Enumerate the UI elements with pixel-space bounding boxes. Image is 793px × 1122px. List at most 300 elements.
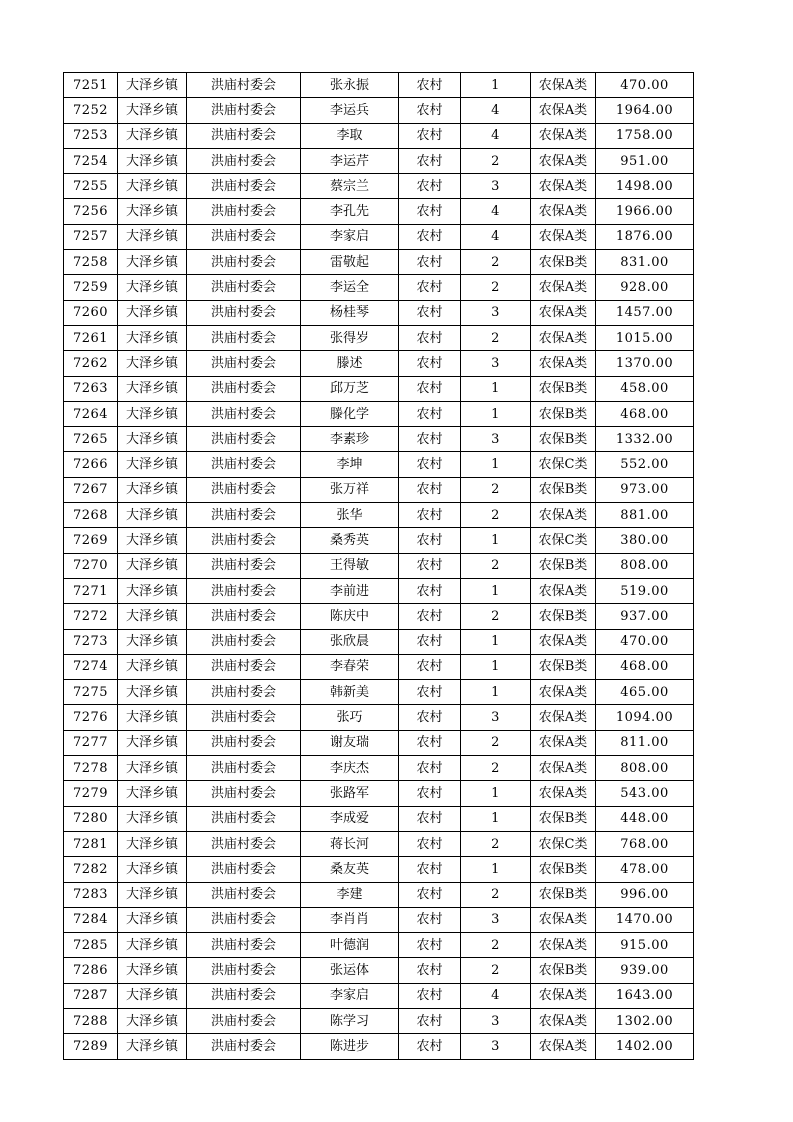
cell-count: 3 [461, 705, 531, 730]
cell-name: 桑秀英 [301, 528, 399, 553]
cell-village: 洪庙村委会 [187, 654, 301, 679]
table-row [64, 857, 694, 882]
cell-village: 洪庙村委会 [187, 806, 301, 831]
cell-town: 大泽乡镇 [118, 907, 187, 932]
cell-village: 洪庙村委会 [187, 756, 301, 781]
cell-name: 李素珍 [301, 427, 399, 452]
cell-id: 7255 [64, 174, 118, 199]
cell-village: 洪庙村委会 [187, 98, 301, 123]
cell-type: 农保B类 [531, 604, 596, 629]
table-row [64, 907, 694, 932]
table-row [64, 958, 694, 983]
cell-amount: 1015.00 [596, 325, 694, 350]
cell-category: 农村 [399, 654, 461, 679]
cell-category: 农村 [399, 1034, 461, 1059]
cell-name: 张巧 [301, 705, 399, 730]
cell-id: 7265 [64, 427, 118, 452]
cell-name: 张得岁 [301, 325, 399, 350]
table-row [64, 1008, 694, 1033]
cell-town: 大泽乡镇 [118, 98, 187, 123]
cell-village: 洪庙村委会 [187, 123, 301, 148]
cell-village: 洪庙村委会 [187, 275, 301, 300]
cell-type: 农保A类 [531, 325, 596, 350]
payment-table [63, 72, 694, 1060]
cell-name: 李肖肖 [301, 907, 399, 932]
cell-count: 2 [461, 831, 531, 856]
cell-count: 1 [461, 806, 531, 831]
cell-id: 7271 [64, 578, 118, 603]
cell-name: 李家启 [301, 224, 399, 249]
cell-id: 7288 [64, 1008, 118, 1033]
cell-name: 杨桂琴 [301, 300, 399, 325]
cell-name: 李家启 [301, 983, 399, 1008]
cell-amount: 1094.00 [596, 705, 694, 730]
table-row [64, 123, 694, 148]
cell-town: 大泽乡镇 [118, 477, 187, 502]
cell-count: 3 [461, 1034, 531, 1059]
cell-amount: 831.00 [596, 250, 694, 275]
cell-id: 7275 [64, 680, 118, 705]
cell-town: 大泽乡镇 [118, 882, 187, 907]
cell-name: 李前进 [301, 578, 399, 603]
cell-id: 7254 [64, 148, 118, 173]
cell-category: 农村 [399, 98, 461, 123]
table-row [64, 98, 694, 123]
cell-amount: 951.00 [596, 148, 694, 173]
cell-village: 洪庙村委会 [187, 1008, 301, 1033]
table-row [64, 250, 694, 275]
cell-name: 李取 [301, 123, 399, 148]
cell-name: 谢友瑞 [301, 730, 399, 755]
cell-category: 农村 [399, 983, 461, 1008]
cell-category: 农村 [399, 427, 461, 452]
cell-count: 1 [461, 857, 531, 882]
cell-id: 7261 [64, 325, 118, 350]
cell-town: 大泽乡镇 [118, 730, 187, 755]
table-row [64, 503, 694, 528]
cell-name: 李坤 [301, 452, 399, 477]
cell-village: 洪庙村委会 [187, 730, 301, 755]
cell-town: 大泽乡镇 [118, 199, 187, 224]
cell-category: 农村 [399, 73, 461, 98]
cell-village: 洪庙村委会 [187, 300, 301, 325]
cell-id: 7266 [64, 452, 118, 477]
cell-name: 陈庆中 [301, 604, 399, 629]
cell-id: 7273 [64, 629, 118, 654]
cell-town: 大泽乡镇 [118, 983, 187, 1008]
cell-type: 农保A类 [531, 756, 596, 781]
cell-category: 农村 [399, 452, 461, 477]
cell-amount: 808.00 [596, 553, 694, 578]
cell-category: 农村 [399, 578, 461, 603]
cell-count: 3 [461, 427, 531, 452]
cell-id: 7263 [64, 376, 118, 401]
cell-id: 7251 [64, 73, 118, 98]
cell-name: 滕化学 [301, 401, 399, 426]
cell-town: 大泽乡镇 [118, 401, 187, 426]
table-row [64, 604, 694, 629]
table-row [64, 376, 694, 401]
cell-name: 李运全 [301, 275, 399, 300]
table-row [64, 477, 694, 502]
cell-amount: 470.00 [596, 629, 694, 654]
cell-id: 7274 [64, 654, 118, 679]
cell-village: 洪庙村委会 [187, 174, 301, 199]
cell-id: 7262 [64, 351, 118, 376]
cell-count: 2 [461, 148, 531, 173]
table-row [64, 680, 694, 705]
cell-town: 大泽乡镇 [118, 958, 187, 983]
cell-village: 洪庙村委会 [187, 629, 301, 654]
cell-name: 张永振 [301, 73, 399, 98]
cell-amount: 937.00 [596, 604, 694, 629]
cell-name: 蔡宗兰 [301, 174, 399, 199]
cell-town: 大泽乡镇 [118, 578, 187, 603]
cell-type: 农保A类 [531, 123, 596, 148]
cell-id: 7268 [64, 503, 118, 528]
cell-type: 农保A类 [531, 199, 596, 224]
table-row [64, 629, 694, 654]
cell-amount: 470.00 [596, 73, 694, 98]
cell-id: 7260 [64, 300, 118, 325]
cell-category: 农村 [399, 933, 461, 958]
cell-town: 大泽乡镇 [118, 275, 187, 300]
cell-amount: 939.00 [596, 958, 694, 983]
cell-category: 农村 [399, 174, 461, 199]
cell-town: 大泽乡镇 [118, 1034, 187, 1059]
table-row [64, 174, 694, 199]
cell-village: 洪庙村委会 [187, 933, 301, 958]
cell-village: 洪庙村委会 [187, 477, 301, 502]
cell-name: 王得敏 [301, 553, 399, 578]
cell-village: 洪庙村委会 [187, 983, 301, 1008]
cell-count: 1 [461, 680, 531, 705]
table-row [64, 325, 694, 350]
cell-town: 大泽乡镇 [118, 654, 187, 679]
cell-amount: 811.00 [596, 730, 694, 755]
cell-category: 农村 [399, 148, 461, 173]
cell-category: 农村 [399, 756, 461, 781]
cell-type: 农保B类 [531, 250, 596, 275]
cell-name: 桑友英 [301, 857, 399, 882]
cell-type: 农保A类 [531, 933, 596, 958]
cell-village: 洪庙村委会 [187, 680, 301, 705]
cell-category: 农村 [399, 705, 461, 730]
cell-amount: 1302.00 [596, 1008, 694, 1033]
cell-count: 4 [461, 98, 531, 123]
cell-amount: 448.00 [596, 806, 694, 831]
cell-amount: 1332.00 [596, 427, 694, 452]
cell-type: 农保B类 [531, 376, 596, 401]
cell-name: 李孔先 [301, 199, 399, 224]
table-row [64, 578, 694, 603]
cell-count: 3 [461, 174, 531, 199]
cell-amount: 519.00 [596, 578, 694, 603]
cell-id: 7284 [64, 907, 118, 932]
cell-village: 洪庙村委会 [187, 376, 301, 401]
cell-name: 陈进步 [301, 1034, 399, 1059]
cell-village: 洪庙村委会 [187, 907, 301, 932]
cell-amount: 1966.00 [596, 199, 694, 224]
cell-village: 洪庙村委会 [187, 199, 301, 224]
cell-town: 大泽乡镇 [118, 325, 187, 350]
cell-type: 农保A类 [531, 174, 596, 199]
cell-village: 洪庙村委会 [187, 401, 301, 426]
cell-town: 大泽乡镇 [118, 553, 187, 578]
table-row [64, 73, 694, 98]
cell-name: 邱万芝 [301, 376, 399, 401]
table-body [64, 73, 694, 1060]
cell-category: 农村 [399, 730, 461, 755]
cell-type: 农保A类 [531, 983, 596, 1008]
cell-type: 农保B类 [531, 958, 596, 983]
table-row [64, 199, 694, 224]
cell-town: 大泽乡镇 [118, 376, 187, 401]
cell-type: 农保A类 [531, 705, 596, 730]
cell-count: 4 [461, 983, 531, 1008]
cell-count: 3 [461, 907, 531, 932]
cell-category: 农村 [399, 604, 461, 629]
cell-category: 农村 [399, 224, 461, 249]
cell-town: 大泽乡镇 [118, 452, 187, 477]
cell-amount: 881.00 [596, 503, 694, 528]
cell-type: 农保C类 [531, 831, 596, 856]
cell-id: 7286 [64, 958, 118, 983]
cell-type: 农保A类 [531, 351, 596, 376]
cell-count: 3 [461, 351, 531, 376]
cell-amount: 1457.00 [596, 300, 694, 325]
cell-id: 7276 [64, 705, 118, 730]
cell-category: 农村 [399, 958, 461, 983]
cell-type: 农保A类 [531, 578, 596, 603]
cell-amount: 552.00 [596, 452, 694, 477]
cell-town: 大泽乡镇 [118, 604, 187, 629]
cell-town: 大泽乡镇 [118, 427, 187, 452]
cell-name: 张华 [301, 503, 399, 528]
cell-type: 农保A类 [531, 73, 596, 98]
cell-id: 7264 [64, 401, 118, 426]
cell-amount: 465.00 [596, 680, 694, 705]
cell-id: 7257 [64, 224, 118, 249]
cell-category: 农村 [399, 250, 461, 275]
table-row [64, 781, 694, 806]
cell-type: 农保B类 [531, 857, 596, 882]
cell-count: 1 [461, 629, 531, 654]
table-row [64, 1034, 694, 1059]
cell-name: 蒋长河 [301, 831, 399, 856]
cell-amount: 1370.00 [596, 351, 694, 376]
cell-name: 张欣晨 [301, 629, 399, 654]
cell-type: 农保A类 [531, 1034, 596, 1059]
cell-town: 大泽乡镇 [118, 300, 187, 325]
cell-town: 大泽乡镇 [118, 123, 187, 148]
cell-amount: 928.00 [596, 275, 694, 300]
cell-category: 农村 [399, 300, 461, 325]
cell-name: 韩新美 [301, 680, 399, 705]
table-row [64, 882, 694, 907]
cell-category: 农村 [399, 1008, 461, 1033]
table-row [64, 148, 694, 173]
table-row [64, 528, 694, 553]
table-row [64, 452, 694, 477]
cell-village: 洪庙村委会 [187, 578, 301, 603]
cell-town: 大泽乡镇 [118, 629, 187, 654]
cell-town: 大泽乡镇 [118, 933, 187, 958]
cell-count: 2 [461, 933, 531, 958]
cell-count: 3 [461, 300, 531, 325]
cell-id: 7285 [64, 933, 118, 958]
cell-village: 洪庙村委会 [187, 781, 301, 806]
cell-town: 大泽乡镇 [118, 831, 187, 856]
cell-type: 农保A类 [531, 300, 596, 325]
cell-village: 洪庙村委会 [187, 882, 301, 907]
cell-village: 洪庙村委会 [187, 224, 301, 249]
table-row [64, 224, 694, 249]
cell-id: 7252 [64, 98, 118, 123]
cell-count: 1 [461, 452, 531, 477]
cell-town: 大泽乡镇 [118, 806, 187, 831]
cell-amount: 1964.00 [596, 98, 694, 123]
cell-id: 7279 [64, 781, 118, 806]
cell-count: 2 [461, 250, 531, 275]
cell-category: 农村 [399, 275, 461, 300]
cell-town: 大泽乡镇 [118, 528, 187, 553]
cell-amount: 380.00 [596, 528, 694, 553]
cell-id: 7253 [64, 123, 118, 148]
cell-town: 大泽乡镇 [118, 250, 187, 275]
cell-type: 农保B类 [531, 401, 596, 426]
cell-category: 农村 [399, 781, 461, 806]
table-row [64, 756, 694, 781]
cell-town: 大泽乡镇 [118, 148, 187, 173]
cell-type: 农保A类 [531, 98, 596, 123]
cell-type: 农保A类 [531, 275, 596, 300]
cell-name: 张路军 [301, 781, 399, 806]
cell-amount: 973.00 [596, 477, 694, 502]
cell-town: 大泽乡镇 [118, 781, 187, 806]
cell-town: 大泽乡镇 [118, 857, 187, 882]
table-row [64, 553, 694, 578]
cell-category: 农村 [399, 376, 461, 401]
cell-village: 洪庙村委会 [187, 427, 301, 452]
table-row [64, 401, 694, 426]
cell-id: 7287 [64, 983, 118, 1008]
cell-count: 1 [461, 401, 531, 426]
cell-village: 洪庙村委会 [187, 604, 301, 629]
cell-id: 7256 [64, 199, 118, 224]
cell-count: 1 [461, 781, 531, 806]
cell-name: 李春荣 [301, 654, 399, 679]
cell-village: 洪庙村委会 [187, 73, 301, 98]
cell-name: 滕述 [301, 351, 399, 376]
cell-amount: 543.00 [596, 781, 694, 806]
cell-name: 李成爱 [301, 806, 399, 831]
cell-type: 农保A类 [531, 730, 596, 755]
cell-category: 农村 [399, 123, 461, 148]
cell-count: 2 [461, 553, 531, 578]
cell-category: 农村 [399, 401, 461, 426]
cell-village: 洪庙村委会 [187, 1034, 301, 1059]
cell-amount: 1470.00 [596, 907, 694, 932]
cell-type: 农保B类 [531, 882, 596, 907]
cell-type: 农保B类 [531, 806, 596, 831]
cell-type: 农保B类 [531, 477, 596, 502]
cell-count: 1 [461, 528, 531, 553]
cell-amount: 468.00 [596, 654, 694, 679]
cell-amount: 1758.00 [596, 123, 694, 148]
cell-name: 叶德润 [301, 933, 399, 958]
cell-name: 李运兵 [301, 98, 399, 123]
cell-town: 大泽乡镇 [118, 1008, 187, 1033]
cell-category: 农村 [399, 806, 461, 831]
cell-name: 雷敬起 [301, 250, 399, 275]
cell-amount: 468.00 [596, 401, 694, 426]
cell-type: 农保C类 [531, 528, 596, 553]
cell-id: 7258 [64, 250, 118, 275]
cell-category: 农村 [399, 528, 461, 553]
cell-village: 洪庙村委会 [187, 958, 301, 983]
cell-town: 大泽乡镇 [118, 756, 187, 781]
cell-count: 2 [461, 275, 531, 300]
cell-village: 洪庙村委会 [187, 528, 301, 553]
cell-amount: 1498.00 [596, 174, 694, 199]
cell-village: 洪庙村委会 [187, 325, 301, 350]
cell-id: 7269 [64, 528, 118, 553]
table-row [64, 933, 694, 958]
cell-village: 洪庙村委会 [187, 250, 301, 275]
cell-name: 李建 [301, 882, 399, 907]
cell-town: 大泽乡镇 [118, 73, 187, 98]
cell-id: 7278 [64, 756, 118, 781]
table-row [64, 831, 694, 856]
cell-id: 7267 [64, 477, 118, 502]
cell-category: 农村 [399, 351, 461, 376]
cell-category: 农村 [399, 629, 461, 654]
cell-count: 1 [461, 578, 531, 603]
cell-count: 4 [461, 199, 531, 224]
cell-amount: 458.00 [596, 376, 694, 401]
cell-type: 农保A类 [531, 1008, 596, 1033]
cell-count: 1 [461, 376, 531, 401]
cell-count: 2 [461, 756, 531, 781]
cell-count: 2 [461, 477, 531, 502]
cell-category: 农村 [399, 882, 461, 907]
cell-id: 7280 [64, 806, 118, 831]
cell-type: 农保B类 [531, 553, 596, 578]
table-row [64, 730, 694, 755]
table-row [64, 351, 694, 376]
cell-count: 2 [461, 730, 531, 755]
cell-id: 7259 [64, 275, 118, 300]
cell-name: 张万祥 [301, 477, 399, 502]
table-row [64, 806, 694, 831]
cell-count: 2 [461, 882, 531, 907]
cell-id: 7272 [64, 604, 118, 629]
cell-village: 洪庙村委会 [187, 857, 301, 882]
cell-village: 洪庙村委会 [187, 351, 301, 376]
table-row [64, 983, 694, 1008]
cell-amount: 915.00 [596, 933, 694, 958]
cell-type: 农保A类 [531, 224, 596, 249]
cell-amount: 478.00 [596, 857, 694, 882]
cell-count: 1 [461, 73, 531, 98]
cell-count: 3 [461, 1008, 531, 1033]
cell-village: 洪庙村委会 [187, 148, 301, 173]
cell-amount: 1402.00 [596, 1034, 694, 1059]
cell-id: 7270 [64, 553, 118, 578]
cell-type: 农保A类 [531, 907, 596, 932]
cell-category: 农村 [399, 477, 461, 502]
